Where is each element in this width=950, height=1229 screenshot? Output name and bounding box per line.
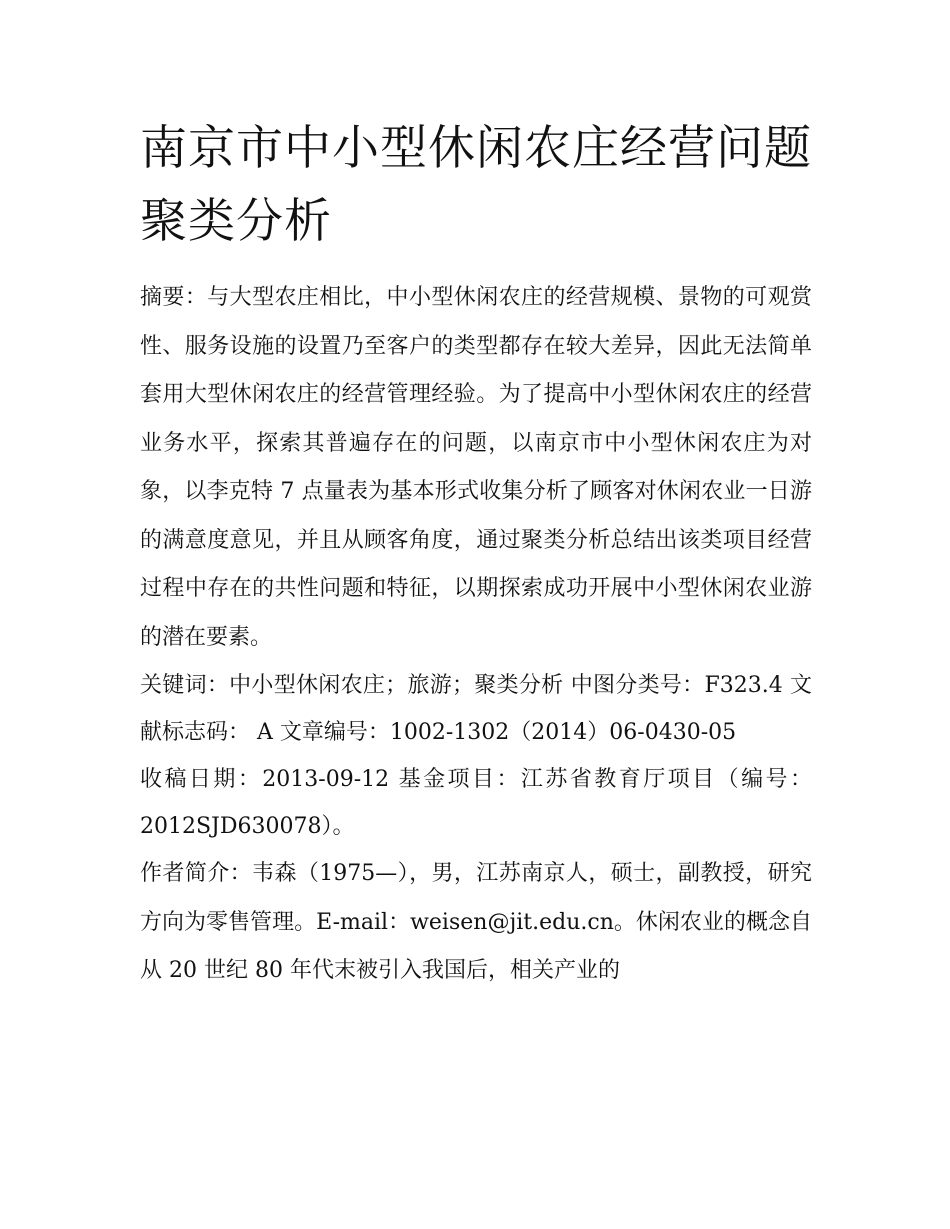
author-intro-paragraph: 作者简介：韦森（1975—），男，江苏南京人，硕士，副教授，研究方向为零售管理。E-mail：weisen@jit.edu.cn。休闲农业的概念自从 20 世纪 80 年代末被引入我国后，相关产业的 xyxy=(140,861,812,983)
received-date-paragraph: 收稿日期：2013-09-12 基金项目：江苏省教育厅项目（编号：2012SJD630078）。 xyxy=(140,767,812,839)
document-title: 南京市中小型休闲农庄经营问题聚类分析 xyxy=(140,121,812,249)
keywords-paragraph: 关键词：中小型休闲农庄；旅游；聚类分析 中图分类号：F323.4 文献标志码： A 文章编号：1002-1302（2014）06-0430-05 xyxy=(140,673,812,745)
abstract-paragraph: 摘要：与大型农庄相比，中小型休闲农庄的经营规模、景物的可观赏性、服务设施的设置乃至客户的类型都存在较大差异，因此无法简单套用大型休闲农庄的经营管理经验。为了提高中小型休闲农庄的经营业务水平，探索其普遍存在的问题，以南京市中小型休闲农庄为对象，以李克特 7 点量表为基本形式收集分析了顾客对休闲农业一日游的满意度意见，并且从顾客角度，通过聚类分析总结出该类项目经营过程中存在的共性问题和特征，以期探索成功开展中小型休闲农业游的潜在要素。 xyxy=(140,285,812,650)
document-page xyxy=(140,112,812,996)
